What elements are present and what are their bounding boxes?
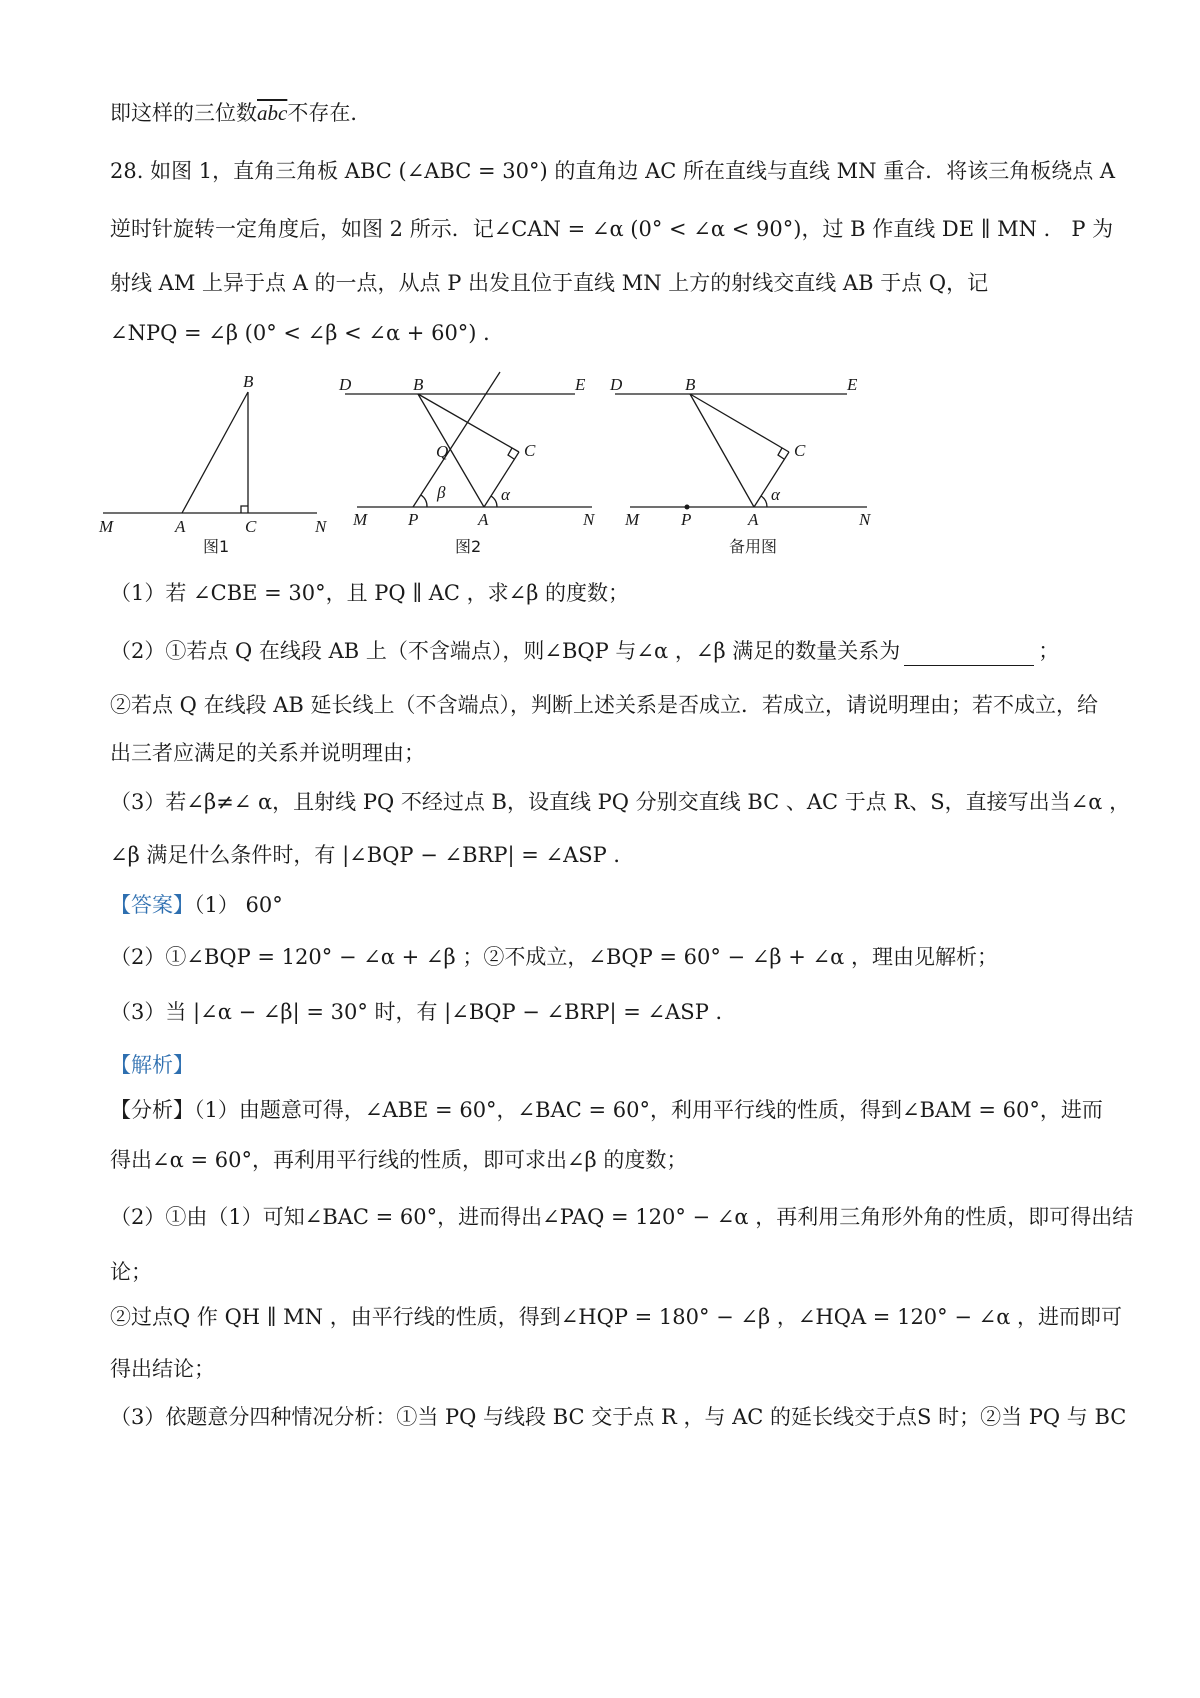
analysis-tag: 【解析】 — [110, 1053, 194, 1077]
overline-number: $\overline{abc}$ — [257, 101, 288, 125]
figures — [95, 370, 985, 560]
fig3-side-ab — [690, 394, 754, 507]
text-segment: ； — [1038, 639, 1060, 663]
text-line-1 — [110, 98, 1100, 128]
fig2-side-ab — [418, 394, 484, 507]
text-segment: 即这样的三位数 — [110, 101, 257, 125]
fig1-label-m: M — [99, 517, 114, 536]
part-2b-line-2: 出三者应满足的关系并说明理由； — [110, 741, 425, 765]
fig2-label-c: C — [524, 441, 536, 460]
analysis-line-1: 【分析】（1）由题意可得，∠ABE = 60°，∠BAC = 60°，利用平行线的性质，得到∠BAM = 60°，进而 — [110, 1098, 1103, 1122]
part-2b-line-1: ②若点 Q 在线段 AB 延长线上（不含端点），判断上述关系是否成立．若成立，请说明理由；若不成立，给 — [110, 693, 1099, 717]
text-segment: （2）①若点 Q 在线段 AB 上（不含端点），则∠BQP 与∠α ，∠β 满足的数量关系为 — [110, 639, 901, 663]
fig3-label-b: B — [685, 375, 696, 394]
question-28-line-2: 逆时针旋转一定角度后，如图 2 所示．记∠CAN = ∠α (0° < ∠α < 90°)，过 B 作直线 DE ∥ MN ． P 为 — [110, 217, 1114, 241]
fig2-right-angle — [508, 448, 514, 459]
fig1-side-ab — [182, 392, 248, 513]
fig1-label-c: C — [245, 517, 257, 536]
question-28-line-3: 射线 AM 上异于点 A 的一点，从点 P 出发且位于直线 MN 上方的射线交直线 AB 于点 Q，记 — [110, 271, 989, 295]
fig3-label-p: P — [681, 510, 692, 529]
analysis-line-4: 论； — [110, 1260, 152, 1284]
analysis-line-5: ②过点Q 作 QH ∥ MN ，由平行线的性质，得到∠HQP = 180° − ∠β ，∠HQA = 120° − ∠α ，进而即可 — [110, 1305, 1123, 1329]
fig2-label-alpha: α — [501, 485, 510, 504]
analysis-line-7: （3）依题意分四种情况分析：①当 PQ 与线段 BC 交于点 R ，与 AC 的延长线交于点S 时；②当 PQ 与 BC — [110, 1405, 1127, 1429]
fig3-point-p — [685, 505, 690, 510]
fig2-label-n: N — [583, 510, 595, 529]
fig3-side-bc — [690, 394, 789, 452]
answer-line-1 — [110, 890, 1100, 920]
answer-line-3: （3）当 |∠α − ∠β| = 30° 时，有 |∠BQP − ∠BRP| = ∠ASP ． — [110, 1000, 737, 1024]
fig3-label-n: N — [859, 510, 871, 529]
fig3-label-e: E — [847, 375, 858, 394]
fig2-label-m: M — [353, 510, 368, 529]
fig2-angle-beta-arc — [421, 495, 427, 507]
fig2-caption: 图2 — [455, 537, 482, 556]
fig2-label-p: P — [408, 510, 419, 529]
fig2-label-d: D — [339, 375, 352, 394]
fig3-label-m: M — [625, 510, 640, 529]
fig2-label-e: E — [575, 375, 586, 394]
text-segment: （1） 60° — [194, 893, 283, 917]
fig3-label-alpha: α — [771, 485, 780, 504]
fig3-label-d: D — [610, 375, 623, 394]
answer-blank — [904, 643, 1034, 666]
answer-line-2: （2）①∠BQP = 120° − ∠α + ∠β ；②不成立，∠BQP = 60° − ∠β + ∠α ，理由见解析； — [110, 945, 998, 969]
fig1-caption: 图1 — [203, 537, 230, 556]
fig3-label-c: C — [794, 441, 806, 460]
fig1-label-n: N — [315, 517, 327, 536]
fig1-label-b: B — [243, 372, 254, 391]
part-2a-question — [110, 636, 1100, 666]
fig2-side-bc — [418, 394, 519, 452]
fig2-label-b: B — [413, 375, 424, 394]
fig2-label-beta: β — [437, 483, 446, 502]
part-3-line-2: ∠β 满足什么条件时，有 |∠BQP − ∠BRP| = ∠ASP ． — [110, 843, 635, 867]
question-28-line-1: 28. 如图 1，直角三角板 ABC (∠ABC = 30°) 的直角边 AC 所在直线与直线 MN 重合．将该三角板绕点 A — [110, 159, 1116, 183]
question-28-line-4: ∠NPQ = ∠β (0° < ∠β < ∠α + 60°) ． — [110, 321, 505, 345]
fig2-label-q: Q — [436, 442, 449, 461]
fig1-label-a: A — [175, 517, 186, 536]
fig3-label-a: A — [748, 510, 759, 529]
part-1-question: （1）若 ∠CBE = 30°，且 PQ ∥ AC ，求∠β 的度数； — [110, 581, 630, 605]
fig2-angle-alpha-arc — [491, 496, 497, 507]
fig1-right-angle — [241, 506, 248, 513]
fig3-right-angle — [778, 448, 784, 459]
fig2-ray-pq — [413, 372, 500, 507]
part-3-line-1: （3）若∠β≠∠ α，且射线 PQ 不经过点 B，设直线 PQ 分别交直线 BC 、AC 于点 R、S，直接写出当∠α ， — [110, 790, 1131, 814]
fig2-label-a: A — [478, 510, 489, 529]
text-segment: 不存在． — [287, 101, 372, 125]
fig3-angle-alpha-arc — [761, 496, 767, 507]
analysis-line-3: （2）①由（1）可知∠BAC = 60°，进而得出∠PAQ = 120° − ∠α ，再利用三角形外角的性质，即可得出结 — [110, 1205, 1134, 1229]
analysis-line-6: 得出结论； — [110, 1357, 215, 1381]
fig3-caption: 备用图 — [729, 537, 778, 556]
analysis-line-2: 得出∠α = 60°，再利用平行线的性质，即可求出∠β 的度数； — [110, 1148, 688, 1172]
answer-tag: 【答案】 — [110, 893, 194, 917]
